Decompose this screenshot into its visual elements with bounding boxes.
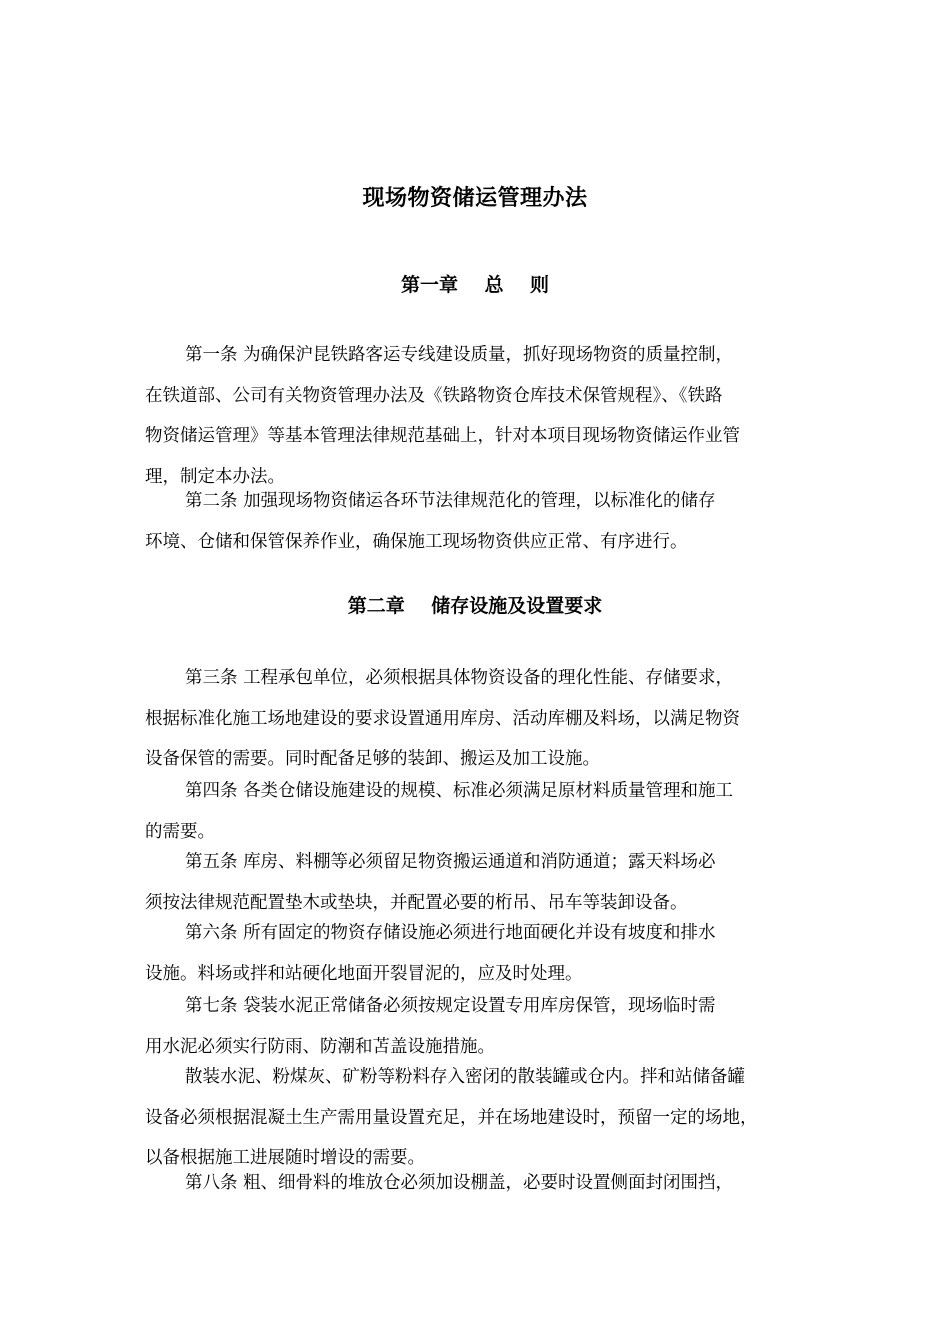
article-4-line-2: 的需要。 <box>145 821 215 842</box>
article-7-line-1: 第七条 袋装水泥正常储备必须按规定设置专用库房保管，现场临时需 <box>185 996 716 1016</box>
chapter-heading-2: 第二章 储存设施及设置要求 <box>347 595 603 617</box>
article-5-line-1: 第五条 库房、料棚等必须留足物资搬运通道和消防通道；露天料场必 <box>185 852 716 872</box>
article-1 <box>145 335 805 497</box>
chapter-heading-1: 第一章 总 则 <box>401 274 549 296</box>
article-6 <box>145 913 805 994</box>
article-6-line-2: 设施。料场或拌和站硬化地面开裂冒泥的，应及时处理。 <box>145 963 583 984</box>
article-7-continuation <box>145 1057 805 1179</box>
article-7-cont-line-3: 以备根据施工进展随时增设的需要。 <box>145 1148 425 1168</box>
article-2 <box>145 481 805 562</box>
article-4-line-1: 第四条 各类仓储设施建设的规模、标准必须满足原材料质量管理和施工 <box>185 781 734 801</box>
article-7-line-2: 用水泥必须实行防雨、防潮和苫盖设施措施。 <box>145 1036 495 1057</box>
article-7-cont-line-1: 散装水泥、粉煤灰、矿粉等粉料存入密闭的散装罐或仓内。拌和站储备罐 <box>185 1067 745 1087</box>
article-3-line-2: 根据标准化施工场地建设的要求设置通用库房、活动库棚及料场，以满足物资 <box>145 708 740 729</box>
article-1-line-3: 物资储运管理》等基本管理法律规范基础上，针对本项目现场物资储运作业管 <box>145 426 740 446</box>
article-2-line-2: 环境、仓储和保管保养作业，确保施工现场物资供应正常、有序进行。 <box>145 531 688 552</box>
article-3-line-1: 第三条 工程承包单位，必须根据具体物资设备的理化性能、存储要求， <box>185 668 734 688</box>
article-8-line-1: 第八条 粗、细骨料的堆放仓必须加设棚盖，必要时设置侧面封闭围挡， <box>185 1173 734 1193</box>
article-4 <box>145 771 805 852</box>
article-1-line-1: 第一条 为确保沪昆铁路客运专线建设质量，抓好现场物资的质量控制， <box>185 345 734 365</box>
article-5 <box>145 842 805 923</box>
article-8 <box>145 1163 805 1204</box>
article-3-line-3: 设备保管的需要。同时配备足够的装卸、搬运及加工设施。 <box>145 749 600 769</box>
article-2-line-1: 第二条 加强现场物资储运各环节法律规范化的管理，以标准化的储存 <box>185 491 716 511</box>
article-7 <box>145 986 805 1067</box>
article-1-line-2: 在铁道部、公司有关物资管理办法及《铁路物资仓库技术保管规程》、《铁路 <box>145 385 723 406</box>
article-5-line-2: 须按法律规范配置垫木或垫块，并配置必要的桁吊、吊车等装卸设备。 <box>145 892 688 913</box>
article-1-line-4: 理，制定本办法。 <box>145 466 285 487</box>
article-7-cont-line-2: 设备必须根据混凝土生产需用量设置充足，并在场地建设时，预留一定的场地， <box>145 1107 758 1128</box>
document-title: 现场物资储运管理办法 <box>362 186 588 211</box>
article-3 <box>145 658 805 780</box>
article-6-line-1: 第六条 所有固定的物资存储设施必须进行地面硬化并设有坡度和排水 <box>185 923 716 943</box>
